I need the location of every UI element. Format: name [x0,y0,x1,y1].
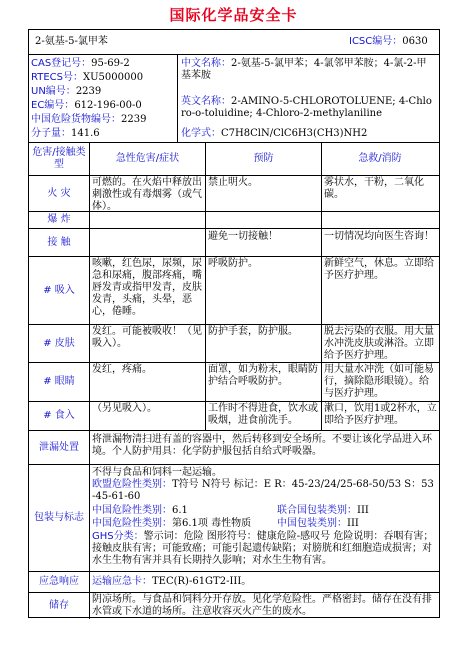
formula: 化学式：C7H8ClN/ClC6H3(CH3)NH2 [181,128,368,139]
ingestion-symptoms: （另见吸入）。 [92,403,157,414]
fire-symptoms: 可燃的。在火焰中释放出刺激性或有毒烟雾（或气体）。 [92,177,202,212]
mw-row: 分子量：141.6 [31,128,100,139]
packaging-label: 包装与标志 [34,512,84,523]
cn-hazard-class: 中国危险性类别：6.1 [92,505,188,516]
skin-prevention: 防护手套，防护服。 [208,326,298,337]
icsc-value: 0630 [402,36,428,47]
inhalation-symptoms: 咳嗽，红色尿，尿频，尿急和尿痛，腹部疼痛，嘴唇发青或指甲发青，皮肤发青，头痛，头晕，恶心，倦睡。 [92,258,202,317]
icsc-label: ICSC编号： [349,36,403,47]
page-title: 国际化学品安全卡 [169,6,298,24]
fire-firstaid: 雾状水，干粉，二氧化碳。 [324,177,424,200]
eu-classification: 欧盟危险性类别：T符号 N符号 标记：E R：45-23/24/25-68-50/53 S：53-45-61-60 [92,479,434,502]
emergency-card: 运输应急卡：TEC(R)-61GT2-III。 [92,576,252,587]
cn-packing-group: 中国包装类别：III [277,518,359,529]
english-name: 英文名称：2-AMINO-5-CHLOROTOLUENE; 4-Chloro-o-toluidine; 4-Chloro-2-methylaniline [181,96,432,119]
col-header-prevention: 预防 [253,153,274,164]
ec-row: EC编号：612-196-00-0 [31,100,142,111]
skin-symptoms: 发红。可能被吸收！（见吸入）。 [92,326,202,349]
cas-row: CAS登记号：95-69-2 [31,58,130,69]
exposure-prevention: 避免一切接触！ [208,231,278,242]
storage-label: 储存 [49,599,69,611]
row-type-explosion: 爆 炸 [47,214,71,225]
spill-text: 将泄漏物清扫进有盖的容器中，然后转移到安全场所。不要让该化学品进入环境。个人防护用具：化学防护服包括自给式呼吸器。 [92,434,432,457]
ingestion-firstaid: 漱口，饮用1或2杯水，立即给予医疗护理。 [324,403,437,426]
eyes-symptoms: 发红，疼痛。 [92,364,152,375]
eyes-firstaid: 用大量水冲洗（如可能易行，摘除隐形眼镜）。给与医疗护理。 [324,364,434,399]
un-row: UN编号：2239 [31,86,102,97]
col-header-type: 危害/接触类型 [32,147,86,170]
row-type-exposure: 接 触 [47,236,71,248]
storage-text: 阴凉场所。与食品和饲料分开存放。见化学危险性。严格密封。储存在没有排水管或下水道的场所。注意收容灭火产生的废水。 [92,594,432,617]
row-type-skin: # 皮肤 [43,337,75,349]
exposure-firstaid: 一切情况均向医生咨询！ [324,231,434,242]
rtecs-row: RTECS号：XU5000000 [31,72,144,83]
chinese-name: 中文名称：2-氨基-5-氯甲苯；4-氯邻甲苯胺；4-氯-2-甲基苯胺 [181,58,427,81]
fire-prevention: 禁止明火。 [208,177,258,188]
row-type-eyes: # 眼睛 [43,376,75,387]
icsc-number [349,36,428,48]
col-header-symptoms: 急性危害/症状 [115,153,180,164]
chemical-name: 2-氨基-5-氯甲苯 [35,36,108,47]
row-type-ingestion: # 食入 [43,410,75,421]
emergency-label: 应急响应 [39,576,79,587]
ghs-classification: GHS分类：警示词：危险 图形符号：健康危险-感叹号 危险说明：吞咽有害；接触皮肤有害；可能致癌；可能引起遗传缺陷；对膀胱和红细胞造成损害；对水生生物有害并具有长期持久影响；对水生生物有害。 [92,531,434,566]
eyes-prevention: 面罩，如为粉末，眼睛防护结合呼吸防护。 [208,364,318,387]
inhalation-firstaid: 新鲜空气，休息。立即给予医疗护理。 [324,258,434,281]
cn-danger-row: 中国危险货物编号：2239 [31,114,147,125]
cn-hazard-class-detail: 中国危险性类别：第6.1项 毒性物质 [92,518,252,529]
ingestion-prevention: 工作时不得进食，饮水或吸烟，进食前洗手。 [208,403,318,426]
un-packing-group: 联合国包装类别：III [277,505,369,516]
spill-label: 泄漏处置 [39,441,79,453]
col-header-firstaid: 急救/消防 [358,153,402,164]
packaging-transport-note: 不得与食品和饲料一起运输。 [92,467,222,478]
safety-card [28,29,440,618]
row-type-fire: 火 灾 [47,187,71,199]
inhalation-prevention: 呼吸防护。 [208,258,258,269]
row-type-inhalation: # 吸入 [43,284,75,296]
skin-firstaid: 脱去污染的衣服。用大量水冲洗皮肤或淋浴。立即给予医疗护理。 [324,326,434,361]
